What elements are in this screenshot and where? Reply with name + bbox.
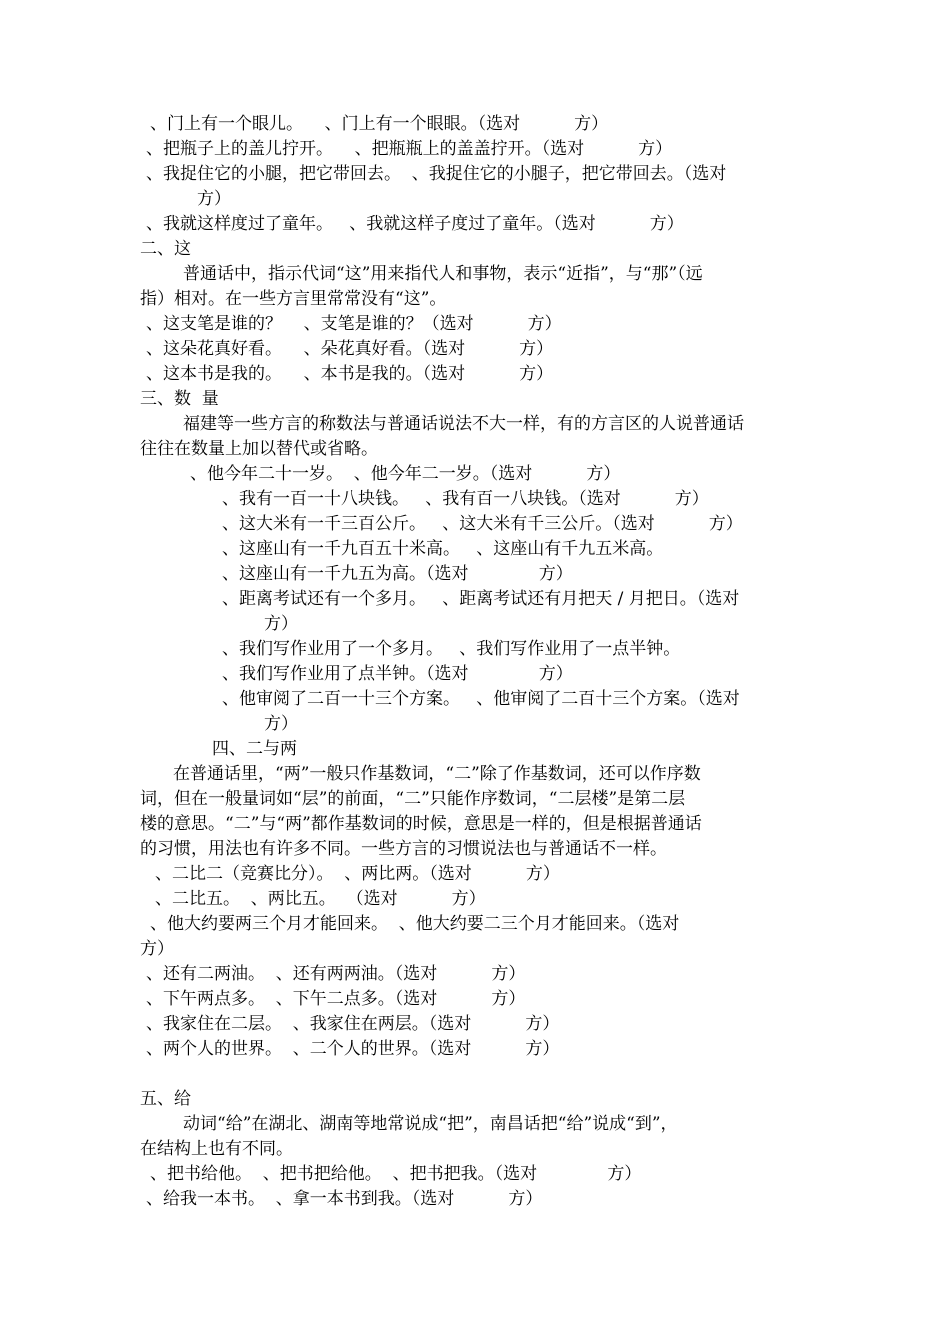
text-line: 、把书给他。 、把书把给他。 、把书把我。（选对 方） (150, 1164, 642, 1184)
text-line: 、他审阅了二百一十三个方案。 、他审阅了二百十三个方案。（选对 (222, 689, 740, 709)
text-line: 、距离考试还有一个多月。 、距离考试还有月把天 / 月把日。（选对 (222, 589, 740, 609)
text-line: 、我家住在二层。 、我家住在两层。（选对 方） (146, 1014, 560, 1034)
text-line: 、给我一本书。 、拿一本书到我。（选对 方） (146, 1189, 543, 1209)
text-line: 、这朵花真好看。 、朵花真好看。（选对 方） (146, 339, 554, 359)
text-line: 、两个人的世界。 、二个人的世界。（选对 方） (146, 1039, 560, 1059)
text-line: 、我就这样度过了童年。 、我就这样子度过了童年。（选对 方） (146, 214, 684, 234)
text-line: 、他今年二十一岁。 、他今年二一岁。（选对 方） (190, 464, 621, 484)
text-line: 普通话中，指示代词“这”用来指代人和事物，表示“近指”，与“那”（远 (183, 264, 703, 284)
text-line: 三、数 量 (140, 389, 219, 409)
text-line: 、我们写作业用了一个多月。 、我们写作业用了一点半钟。 (222, 639, 681, 659)
text-line: 楼的意思。“二”与“两”都作基数词的时候，意思是一样的，但是根据普通话 (140, 814, 702, 834)
text-line: 方） (264, 714, 298, 734)
text-line: 动词“给”在湖北、湖南等地常说成“把”，南昌话把“给”说成“到”， (183, 1114, 678, 1134)
text-line: 方） (140, 939, 174, 959)
text-line: 五、给 (140, 1089, 191, 1109)
text-line: 方） (264, 614, 298, 634)
text-line: 、下午两点多。 、下午二点多。（选对 方） (146, 989, 526, 1009)
text-line: 、我们写作业用了点半钟。（选对 方） (222, 664, 573, 684)
text-line: 、门上有一个眼儿。 、门上有一个眼眼。（选对 方） (150, 114, 609, 134)
text-line: 、这座山有一千九百五十米高。 、这座山有千九五米高。 (222, 539, 664, 559)
text-line: 、这支笔是谁的？ 、支笔是谁的？（选对 方） (146, 314, 562, 334)
text-line: 、二比五。 、两比五。 （选对 方） (155, 889, 486, 909)
text-line: 二、这 (140, 239, 191, 259)
text-line: 往往在数量上加以替代或省略。 (140, 439, 378, 459)
text-line: 、这座山有一千九五为高。（选对 方） (222, 564, 573, 584)
text-line: 、我捉住它的小腿，把它带回去。 、我捉住它的小腿子，把它带回去。（选对 (146, 164, 727, 184)
text-line: 词，但在一般量词如“层”的前面，“二”只能作序数词，“二层楼”是第二层 (140, 789, 686, 809)
text-line: 、这大米有一千三百公斤。 、这大米有千三公斤。（选对 方） (222, 514, 743, 534)
text-line: 方） (197, 189, 231, 209)
text-line: 、把瓶子上的盖儿拧开。 、把瓶瓶上的盖盖拧开。（选对 方） (146, 139, 673, 159)
text-line: 在普通话里，“两”一般只作基数词，“二”除了作基数词，还可以作序数 (173, 764, 701, 784)
text-line: 的习惯，用法也有许多不同。一些方言的习惯说法也与普通话不一样。 (140, 839, 667, 859)
text-line: 、还有二两油。 、还有两两油。（选对 方） (146, 964, 526, 984)
text-line: 在结构上也有不同。 (140, 1139, 293, 1159)
text-line: 、二比二（竞赛比分）。 、两比两。（选对 方） (155, 864, 560, 884)
text-line: 、我有一百一十八块钱。 、我有百一八块钱。（选对 方） (222, 489, 709, 509)
text-line: 、这本书是我的。 、本书是我的。（选对 方） (146, 364, 554, 384)
text-line: 四、二与两 (212, 739, 297, 759)
text-line: 福建等一些方言的称数法与普通话说法不大一样，有的方言区的人说普通话 (183, 414, 744, 434)
text-line: 、他大约要两三个月才能回来。 、他大约要二三个月才能回来。（选对 (150, 914, 680, 934)
text-line: 指）相对。在一些方言里常常没有“这”。 (140, 289, 447, 309)
